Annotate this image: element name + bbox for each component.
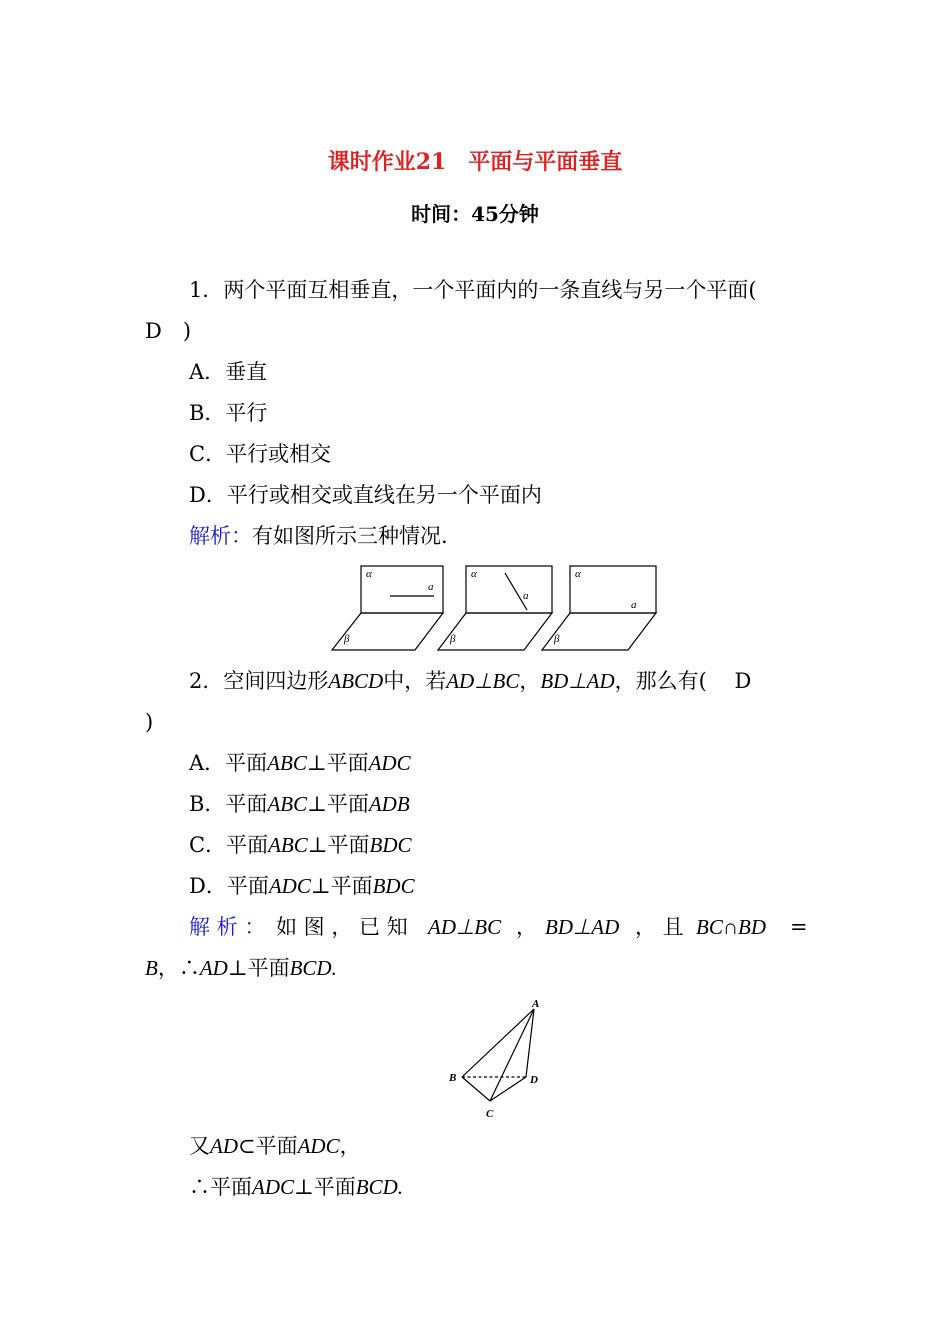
q1-stem-line1: 1．两个平面互相垂直，一个平面内的一条直线与另一个平面( — [189, 278, 757, 302]
option-plane-1: ABC — [268, 833, 308, 857]
label-alpha-1: α — [366, 568, 372, 580]
q2-stem-prefix: 2．空间四边形 — [189, 669, 329, 693]
analysis-label: 解析： — [189, 524, 252, 548]
option-plane-1: ADC — [268, 874, 311, 898]
edge-ac — [490, 1009, 534, 1101]
plane-bcd: BCD. — [289, 956, 337, 980]
q2-stem-line1 — [189, 667, 751, 695]
plane-bcd: BCD. — [355, 1175, 403, 1199]
option-word: 平面 — [226, 833, 269, 857]
time-label: 时间：45分钟 — [411, 202, 539, 226]
q2-option-b — [189, 790, 410, 818]
q2-analysis-f — [696, 913, 766, 941]
q2-analysis-g: = — [790, 915, 808, 939]
q2-abcd: ABCD — [328, 669, 384, 693]
label-a-3: a — [631, 599, 637, 611]
q2-stem-suffix: ，那么有( D — [614, 669, 752, 693]
option-word: 平面 — [226, 874, 269, 898]
label-b: B — [449, 1072, 457, 1084]
edge-ab — [462, 1009, 534, 1077]
label-a-1: a — [428, 581, 434, 593]
label-a: A — [532, 998, 540, 1010]
option-plane-2: BDC — [372, 874, 415, 898]
option-perp: ⊥平面 — [307, 833, 370, 857]
option-word: 平面 — [225, 751, 268, 775]
perp-plane: ⊥平面 — [227, 956, 290, 980]
q1-option-c: C．平行或相交 — [189, 442, 332, 466]
option-letter: B． — [189, 792, 226, 816]
perp-plane: ⊥平面 — [294, 1175, 356, 1199]
you: 又 — [189, 1134, 210, 1158]
option-letter: A． — [189, 751, 226, 775]
line-ad: AD — [210, 1134, 238, 1158]
analysis-condition-1: AD⊥BC — [428, 915, 502, 939]
option-plane-2: BDC — [369, 833, 412, 857]
q2-option-d — [189, 872, 415, 900]
option-plane-2: ADC — [368, 751, 411, 775]
q1-analysis — [189, 522, 448, 550]
comma: ， — [339, 1134, 361, 1158]
point-b: B — [145, 956, 158, 980]
option-word: 平面 — [225, 792, 268, 816]
label-alpha-3: α — [575, 568, 581, 580]
q1-option-b: B．平行 — [189, 401, 268, 425]
option-perp: ⊥平面 — [310, 874, 373, 898]
q2-analysis-e: ， 且 — [635, 915, 684, 939]
option-plane-1: ABC — [267, 792, 308, 816]
q2-analysis-c: ， — [516, 915, 537, 939]
option-letter: C． — [189, 833, 227, 857]
edge-ad — [526, 1009, 534, 1077]
q1-stem-line2: D ) — [145, 319, 192, 343]
edge-bc — [462, 1077, 490, 1101]
label-c: C — [486, 1108, 494, 1120]
therefore: ，∴ — [157, 956, 200, 980]
option-perp: ⊥平面 — [306, 751, 369, 775]
q2-analysis-a: 如 图 ， 已 知 — [276, 915, 408, 939]
analysis-intersection: BC∩BD — [696, 915, 766, 939]
q2-stem-mid: 中，若 — [383, 669, 447, 693]
q2-condition-2: BD⊥AD — [540, 669, 615, 693]
subset-plane: ⊂平面 — [238, 1134, 298, 1158]
figure-tetrahedron — [446, 996, 556, 1122]
analysis-condition-2: BD⊥AD — [545, 915, 620, 939]
plane-alpha-3 — [570, 566, 656, 613]
analysis-label: 解 析 ： — [189, 915, 266, 939]
q2-stem-line2: ) — [145, 710, 154, 734]
q2-line4 — [189, 1173, 403, 1201]
analysis-text: 有如图所示三种情况. — [252, 524, 448, 548]
q1-option-d: D．平行或相交或直线在另一个平面内 — [189, 483, 542, 507]
figure-three-cases — [328, 562, 660, 654]
label-beta-1: β — [344, 633, 350, 645]
q2-analysis-b — [428, 913, 501, 941]
label-a-2: a — [523, 590, 529, 602]
q1-option-a: A．垂直 — [189, 360, 268, 384]
option-perp: ⊥平面 — [307, 792, 369, 816]
q2-option-a — [189, 749, 411, 777]
label-alpha-2: α — [471, 568, 477, 580]
option-plane-2: ADB — [368, 792, 410, 816]
q2-option-c — [189, 831, 412, 859]
plane-adc: ADC — [252, 1175, 294, 1199]
option-plane-1: ABC — [267, 751, 307, 775]
q2-line3 — [189, 1132, 361, 1160]
label-beta-3: β — [554, 633, 560, 645]
page-title: 课时作业21 平面与平面垂直 — [327, 149, 623, 175]
option-letter: D． — [189, 874, 227, 898]
q2-analysis-line2 — [145, 954, 337, 982]
line-ad: AD — [199, 956, 228, 980]
plane-adc: ADC — [297, 1134, 340, 1158]
q2-analysis-d — [545, 913, 619, 941]
q2-sep: ， — [519, 669, 541, 693]
therefore-plane: ∴平面 — [189, 1175, 252, 1199]
q2-condition-1: AD⊥BC — [446, 669, 520, 693]
plane-alpha-2 — [466, 566, 552, 613]
label-d: D — [530, 1074, 538, 1086]
label-beta-2: β — [450, 633, 456, 645]
q2-analysis-label — [189, 913, 265, 941]
